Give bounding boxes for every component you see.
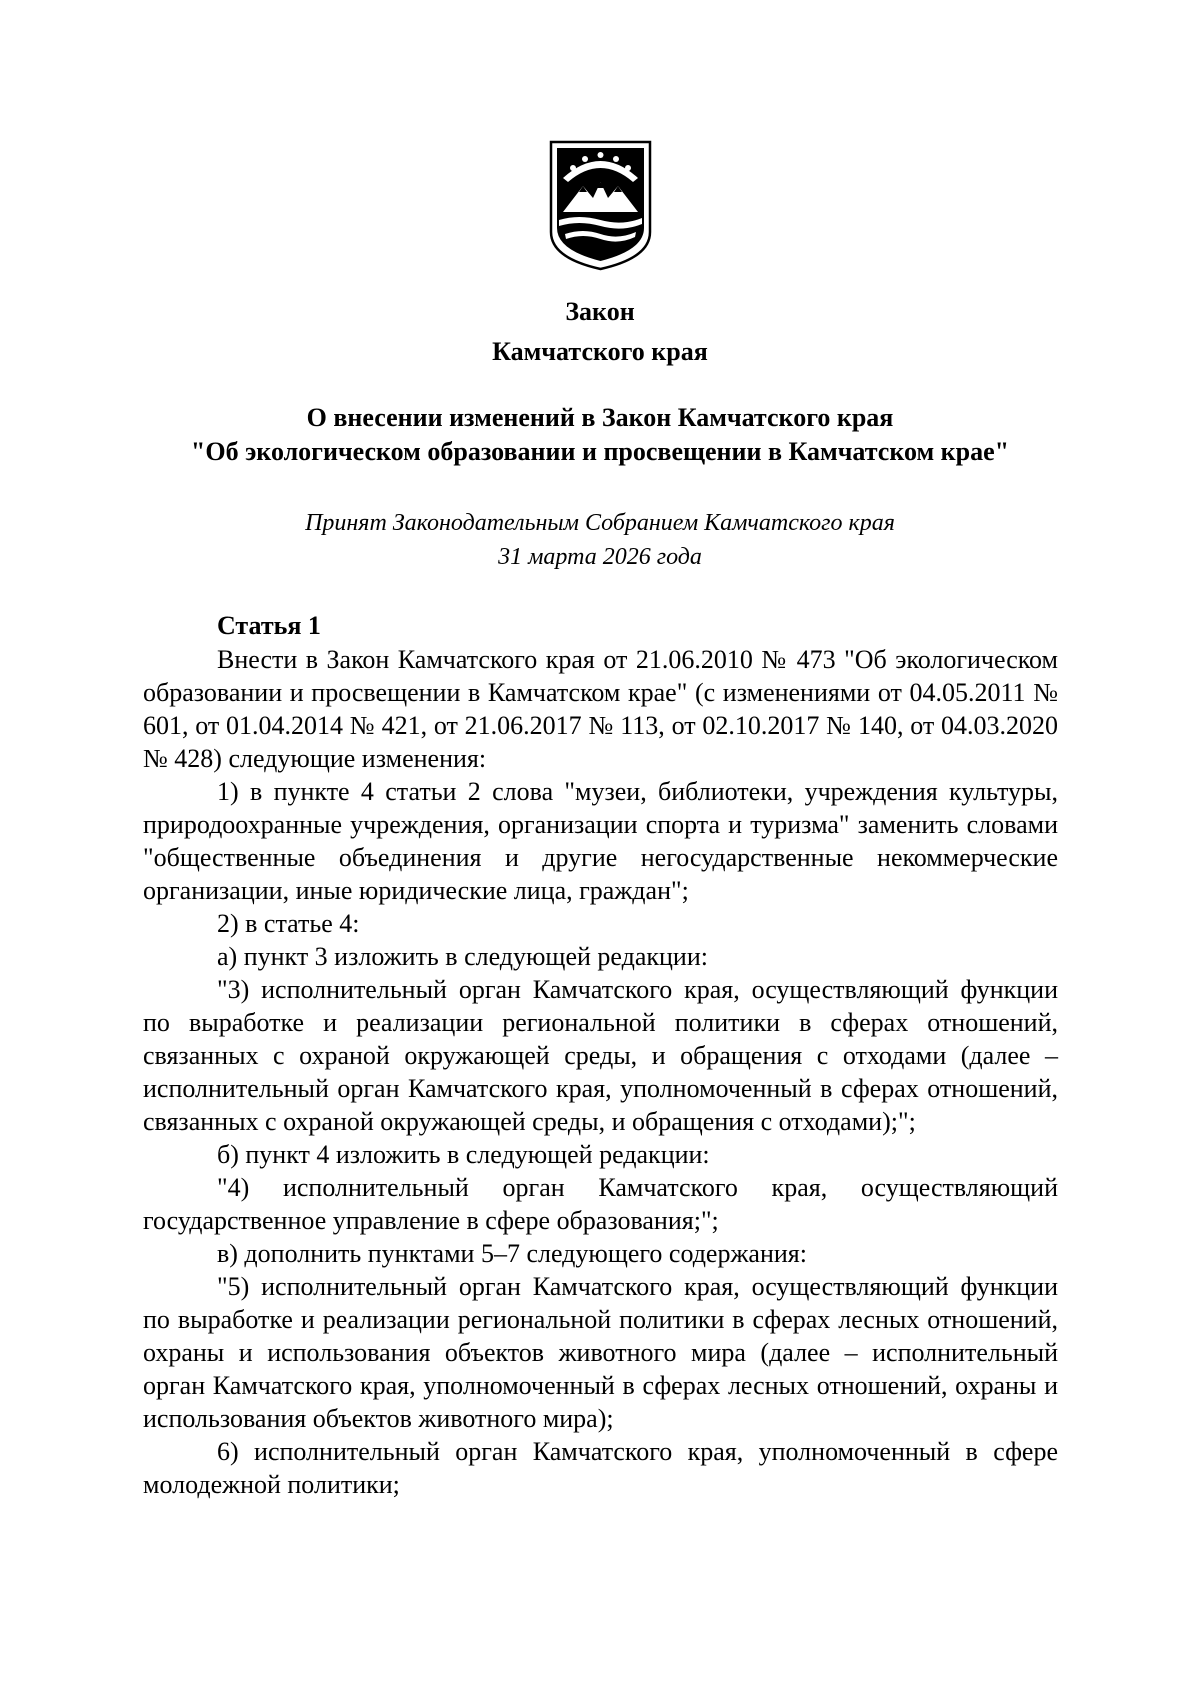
region-heading: Камчатского края (492, 337, 708, 366)
adopted-date-line: 31 марта 2026 года (498, 544, 702, 570)
law-subject-line-1: О внесении изменений в Закон Камчатского края (306, 403, 894, 432)
coat-of-arms-icon (549, 140, 652, 271)
article-paragraph: 1) в пункте 4 статьи 2 слова "музеи, библиотеки, учреждения культуры, природоохранные учреждения, организации спорта и туризма" заменить словами "общественные объединения и другие негосударственные некоммерческие организации, иные юридические лица, граждан"; (143, 777, 1058, 905)
article-paragraph: "3) исполнительный орган Камчатского края, осуществляющий функции по выработке и реализации региональной политики в сферах отношений, связанных с охраной окружающей среды, и обращения с отходами (далее – исполнительный орган Камчатского края, уполномоченный в сферах отношений, связанных с охраной окружающей среды, и обращения с отходами);"; (143, 975, 1058, 1136)
article-paragraph: "5) исполнительный орган Камчатского края, осуществляющий функции по выработке и реализации региональной политики в сферах лесных отношений, охраны и использования объектов животного мира (далее – исполнительный орган Камчатского края, уполномоченный в сферах лесных отношений, охраны и использования объектов животного мира); (143, 1272, 1058, 1433)
law-word-heading: Закон (565, 297, 635, 326)
adopted-by-line: Принят Законодательным Собранием Камчатского края (305, 510, 895, 536)
law-subject-line-2: "Об экологическом образовании и просвещении в Камчатском крае" (190, 437, 1010, 466)
article-paragraph: в) дополнить пунктами 5–7 следующего содержания: (217, 1239, 807, 1268)
article-paragraph: а) пункт 3 изложить в следующей редакции: (217, 942, 708, 971)
article-body (143, 643, 1058, 1501)
article-paragraph: Внести в Закон Камчатского края от 21.06.2010 № 473 "Об экологическом образовании и просвещении в Камчатском крае" (с изменениями от 04.05.2011 № 601, от 01.04.2014 № 421, от 21.06.2017 № 113, от 02.10.2017 № 140, от 04.03.2020 № 428) следующие изменения: (143, 645, 1058, 773)
article-heading: Статья 1 (217, 611, 321, 640)
article-paragraph: 6) исполнительный орган Камчатского края, уполномоченный в сфере молодежной политики; (143, 1437, 1058, 1499)
article-paragraph: "4) исполнительный орган Камчатского края, осуществляющий государственное управление в сфере образования;"; (143, 1173, 1058, 1235)
article-paragraph: б) пункт 4 изложить в следующей редакции: (217, 1140, 710, 1169)
article-paragraph: 2) в статье 4: (217, 909, 360, 938)
